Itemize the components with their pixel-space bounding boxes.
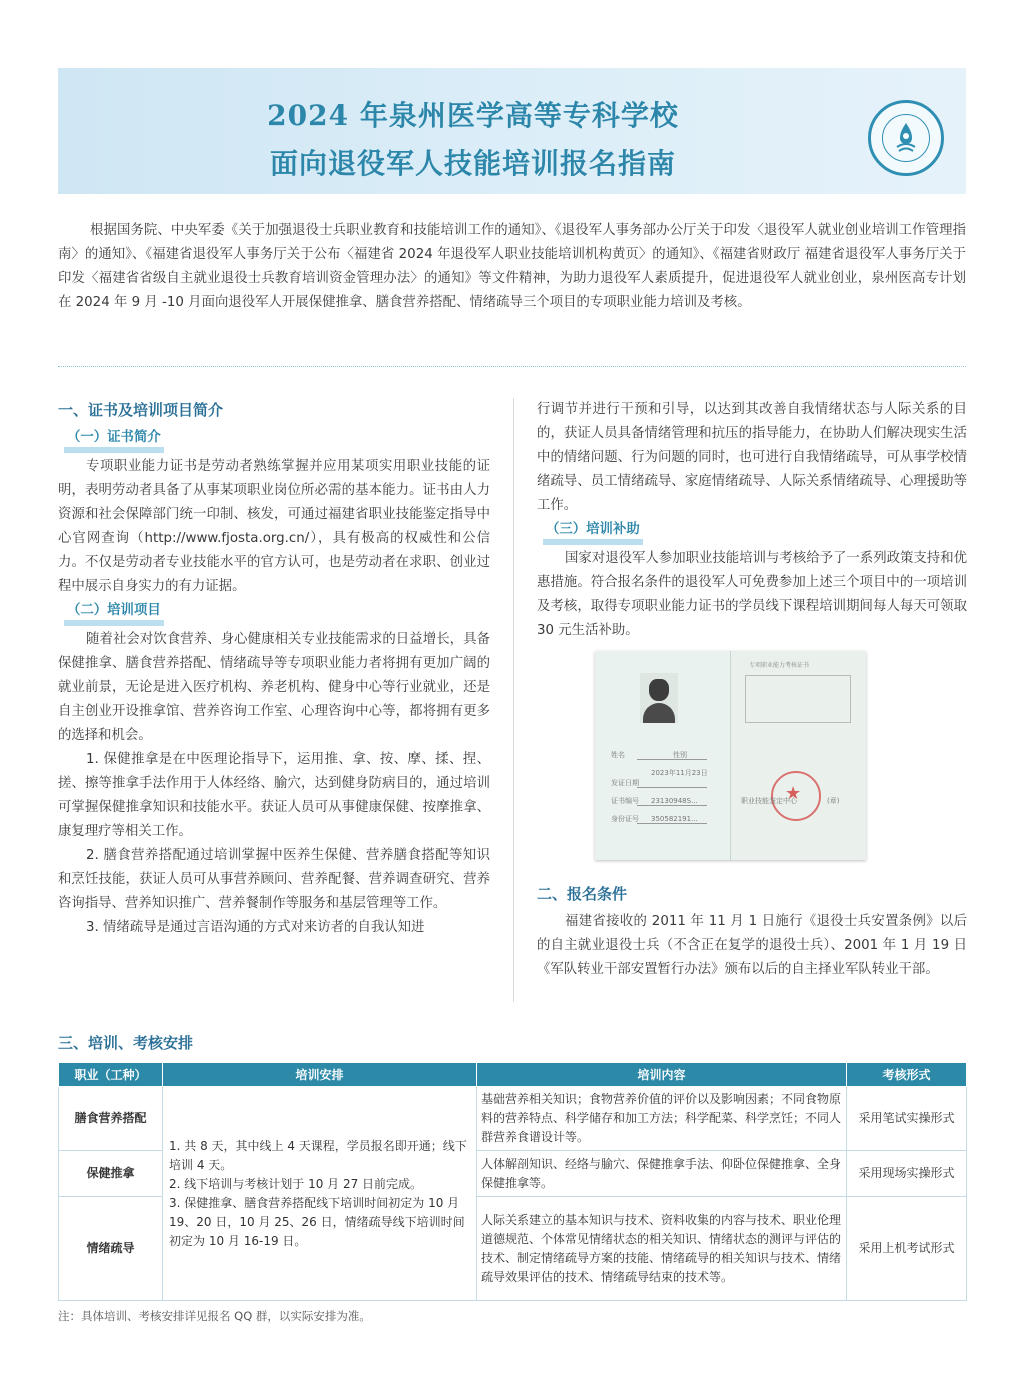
cert-number-value: 23130948S... (651, 797, 698, 805)
cert-seal-label: (章) (827, 797, 840, 805)
column-header: 职业（工种） (59, 1063, 163, 1087)
emotion-paragraph: 3. 情绪疏导是通过言语沟通的方式对来访者的自我认知进 (86, 920, 425, 935)
subheading-subsidy: （三）培训补助 (543, 521, 643, 545)
section3-heading: 三、培训、考核安排 (58, 1034, 194, 1052)
cert-name-label: 姓名 (611, 751, 625, 759)
certificate-photo (595, 651, 866, 860)
schedule-cell: 1. 共 8 天，其中线上 4 天课程，学员报名即开通；线下培训 4 天。 2. 线下培训与考核计划于 10 月 27 日前完成。 3. 保健推拿、膳食营养搭配线下培训时间初定为 10 月 19、20 日，10 月 25、26 日，情绪疏导线下培训时间初定为 10 月 16-19 日。 (163, 1087, 477, 1301)
page-subtitle: 面向退役军人技能培训报名指南 (269, 147, 676, 180)
header-banner (58, 68, 966, 194)
massage-paragraph: 1. 保健推拿是在中医理论指导下，运用推、拿、按、摩、揉、捏、搓、擦等推拿手法作用于人体经络、腧穴，达到健身防病目的，通过培训可掌握保健推拿知识和技能水平。获证人员可从事健康保健、按摩推拿、康复理疗等相关工作。 (58, 752, 490, 839)
page-title: 2024 年泉州医学高等专科学校 (267, 99, 679, 132)
certificate-left-page (595, 651, 731, 860)
cert-stamp-text: 职业技能鉴定中心 (741, 797, 797, 805)
footnote: 注：具体培训、考核安排详见报名 QQ 群，以实际安排为准。 (58, 1309, 371, 1323)
job-cell: 保健推拿 (59, 1151, 163, 1197)
column-header: 培训内容 (477, 1063, 847, 1087)
school-emblem-icon (868, 100, 944, 176)
emblem-graphic (888, 119, 924, 155)
cert-number-label: 证书编号 (611, 797, 639, 805)
nutrition-paragraph: 2. 膳食营养搭配通过培训掌握中医养生保健、营养膳食搭配等知识和烹饪技能，获证人员可从事营养顾问、营养配餐、营养调查研究、营养咨询指导、营养知识推广、营养餐制作等服务和基层管理等工作。 (58, 848, 490, 911)
cert-issue-label: 发证日期 (611, 779, 639, 787)
table-header-row (59, 1063, 967, 1087)
column-header: 考核形式 (847, 1063, 967, 1087)
exam-cell: 采用现场实操形式 (847, 1151, 967, 1197)
cert-record-box (745, 675, 851, 723)
column-header: 培训安排 (163, 1063, 477, 1087)
portrait-photo (640, 673, 678, 723)
training-projects-paragraph: 随着社会对饮食营养、身心健康相关专业技能需求的日益增长，具备保健推拿、膳食营养搭配、情绪疏导等专项职业能力者将拥有更加广阔的就业前景，无论是进入医疗机构、养老机构、健身中心等行业就业，还是自主创业开设推拿馆、营养咨询工作室、心理咨询中心等，都将拥有更多的选择和机会。 (58, 632, 490, 743)
eligibility-paragraph: 福建省接收的 2011 年 11 月 1 日施行《退役士兵安置条例》以后的自主就业退役士兵（不含正在复学的退役士兵）、2001 年 1 月 19 日《军队转业干部安置暂行办法》颁布以后的自主择业军队转业干部。 (537, 914, 967, 977)
official-seal-icon: ★ (771, 771, 821, 821)
exam-cell: 采用上机考试形式 (847, 1197, 967, 1301)
exam-cell: 采用笔试实操形式 (847, 1087, 967, 1151)
section1-heading: 一、证书及培训项目简介 (58, 401, 224, 419)
content-cell: 人际关系建立的基本知识与技术、资料收集的内容与技术、职业伦理道德规范、个体常见情绪状态的相关知识、情绪状态的测评与评估的技术、制定情绪疏导方案的技能、情绪疏导的相关知识与技术、情绪疏导效果评估的技术、情绪疏导结束的技术等。 (477, 1197, 847, 1301)
table-row (59, 1087, 967, 1151)
subheading-certificate: （一）证书简介 (64, 429, 164, 453)
cert-title: 专项职业能力考核证书 (749, 662, 810, 669)
column-divider (513, 398, 514, 1002)
job-cell: 膳食营养搭配 (59, 1087, 163, 1151)
content-cell: 人体解剖知识、经络与腧穴、保健推拿手法、仰卧位保健推拿、全身保健推拿等。 (477, 1151, 847, 1197)
schedule-table (58, 1062, 967, 1301)
section2-heading: 二、报名条件 (537, 885, 628, 903)
left-column (58, 398, 490, 940)
cert-gender-label: 性别 (673, 751, 687, 759)
certificate-intro-paragraph: 专项职业能力证书是劳动者熟练掌握并应用某项实用职业技能的证明，表明劳动者具备了从事某项职业岗位所必需的基本能力。证书由人力资源和社会保障部门统一印制、核发，可通过福建省职业技能鉴定指导中心官网查询（http://www.fjosta.org.cn/），具有极高的权威性和公信力。不仅是劳动者专业技能水平的官方认可，也是劳动者在求职、创业过程中展示自身实力的有力证据。 (58, 459, 490, 594)
content-cell: 基础营养相关知识；食物营养价值的评价以及影响因素；不同食物原料的营养特点、科学储存和加工方法；科学配菜、科学烹饪；不同人群营养食谱设计等。 (477, 1087, 847, 1151)
cert-id-label: 身份证号 (611, 815, 639, 823)
certificate-right-page (731, 651, 866, 860)
emotion-paragraph-continued: 行调节并进行干预和引导，以达到其改善自我情绪状态与人际关系的目的，获证人员具备情绪管理和抗压的指导能力，在协助人们解决现实生活中的情绪问题、行为问题的同时，也可进行自我情绪疏导，可从事学校情绪疏导、员工情绪疏导、家庭情绪疏导、人际关系情绪疏导、心理援助等工作。 (537, 402, 967, 513)
right-column (537, 398, 967, 982)
subheading-training-projects: （二）培训项目 (64, 602, 164, 626)
cert-id-value: 350582191... (651, 815, 698, 823)
cert-issue-value: 2023年11月23日 (651, 769, 708, 777)
job-cell: 情绪疏导 (59, 1197, 163, 1301)
dotted-divider (58, 366, 966, 367)
subsidy-paragraph: 国家对退役军人参加职业技能培训与考核给予了一系列政策支持和优惠措施。符合报名条件的退役军人可免费参加上述三个项目中的一项培训及考核，取得专项职业能力证书的学员线下课程培训期间每人每天可领取 30 元生活补助。 (537, 551, 967, 638)
intro-paragraph: 根据国务院、中央军委《关于加强退役士兵职业教育和技能培训工作的通知》、《退役军人事务部办公厅关于印发〈退役军人就业创业培训工作管理指南〉的通知》、《福建省退役军人事务厅关于公布〈福建省 2024 年退役军人职业技能培训机构黄页〉的通知》、《福建省财政厅 福建省退役军人事务厅关于印发〈福建省省级自主就业退役士兵教育培训资金管理办法〉的通知》等文件精神，为助力退役军人素质提升，促进退役军人就业创业，泉州医高专计划在 2024 年 9 月 -10 月面向退役军人开展保健推拿、膳食营养搭配、情绪疏导三个项目的专项职业能力培训及考核。 (58, 223, 966, 310)
